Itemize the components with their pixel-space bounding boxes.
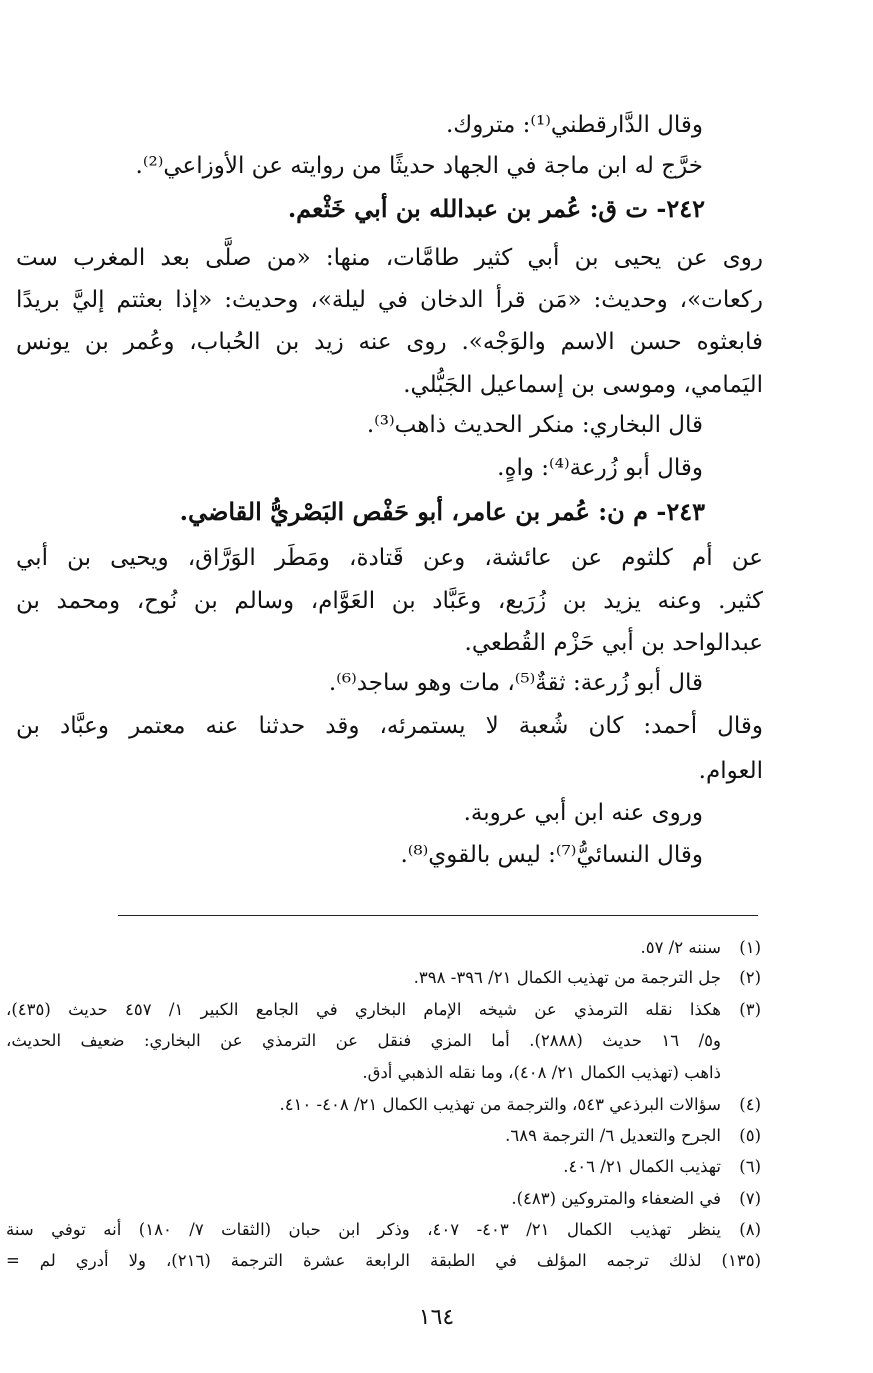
entry-heading-243: ٢٤٣- م ن: عُمر بن عامر، أبو حَفْص البَصْريُّ القاضي. (179, 497, 705, 526)
footnote-number-6: (٦) (739, 1157, 761, 1176)
footnote-3-line-2: و٥/ ١٦ حديث (٢٨٨٨). أما المزي فنقل عن الترمذي عن البخاري: ضعيف الحديث، (6, 1031, 721, 1050)
body-line-18: وقال النسائيُّ⁽⁷⁾: ليس بالقوي⁽⁸⁾. (400, 842, 703, 868)
footnote-number-2: (٢) (739, 968, 761, 987)
body-line-16: العوام. (698, 758, 763, 784)
body-line-13: عبدالواحد بن أبي حَزْم القُطعي. (464, 630, 763, 656)
page-number: ١٦٤ (418, 1305, 455, 1330)
body-line-17: وروى عنه ابن أبي عروبة. (463, 800, 703, 826)
body-line-2: خرَّج له ابن ماجة في الجهاد حديثًا من روايته عن الأوزاعي⁽²⁾. (135, 153, 703, 179)
footnote-number-3: (٣) (739, 1000, 761, 1019)
body-line-9: وقال أبو زُرعة⁽⁴⁾: واهٍ. (497, 455, 703, 481)
footnote-7-line-1: في الضعفاء والمتروكين (٤٨٣). (511, 1189, 721, 1208)
body-line-11: عن أم كلثوم عن عائشة، وعن قَتادة، ومَطَر الوَرَّاق، ويحيى بن أبي (16, 545, 763, 571)
body-line-7: اليَمامي، وموسى بن إسماعيل الجَبُّلي. (403, 372, 763, 398)
footnote-2-line-1: جل الترجمة من تهذيب الكمال ٢١/ ٣٩٦- ٣٩٨. (413, 968, 721, 987)
body-line-4: روى عن يحيى بن أبي كثير طامَّات، منها: «من صلَّى بعد المغرب ست (16, 245, 763, 271)
footnote-8-line-2: (١٣٥) لذلك ترجمه المؤلف في الطبقة الرابعة عشرة الترجمة (٢١٦)، ولا أدري لم = (6, 1251, 761, 1270)
footnote-number-4: (٤) (739, 1095, 761, 1114)
footnote-6-line-1: تهذيب الكمال ٢١/ ٤٠٦. (563, 1157, 721, 1176)
body-line-8: قال البخاري: منكر الحديث ذاهب⁽³⁾. (366, 412, 703, 438)
footnote-number-5: (٥) (739, 1126, 761, 1145)
body-line-14: قال أبو زُرعة: ثقةٌ⁽⁵⁾، مات وهو ساجد⁽⁶⁾. (328, 670, 703, 696)
footnote-separator (118, 915, 758, 916)
footnote-4-line-1: سؤالات البرذعي ٥٤٣، والترجمة من تهذيب الكمال ٢١/ ٤٠٨- ٤١٠. (279, 1095, 721, 1114)
footnote-3-line-1: هكذا نقله الترمذي عن شيخه الإمام البخاري في الجامع الكبير ١/ ٤٥٧ حديث (٤٣٥)، (6, 1000, 721, 1019)
footnote-3-line-3: ذاهب (تهذيب الكمال ٢١/ ٤٠٨)، وما نقله الذهبي أدق. (362, 1063, 721, 1082)
body-line-1: وقال الدَّارقطني⁽¹⁾: متروك. (445, 112, 703, 138)
footnote-number-8: (٨) (739, 1220, 761, 1239)
body-line-6: فابعثوه حسن الاسم والوَجْه». روى عنه زيد بن الحُباب، وعُمر بن يونس (16, 329, 763, 355)
footnote-8-line-1: ينظر تهذيب الكمال ٢١/ ٤٠٣- ٤٠٧، وذكر ابن حبان (الثقات ٧/ ١٨٠) أنه توفي سنة (6, 1220, 721, 1239)
body-line-5: ركعات»، وحديث: «مَن قرأ الدخان في ليلة»، وحديث: «إذا بعثتم إليَّ بريدًا (16, 287, 763, 313)
footnote-1-line-1: سننه ٢/ ٥٧. (640, 938, 721, 957)
body-line-15: وقال أحمد: كان شُعبة لا يستمرئه، وقد حدثنا عنه معتمر وعبَّاد بن (16, 713, 763, 739)
footnote-number-7: (٧) (739, 1189, 761, 1208)
footnote-5-line-1: الجرح والتعديل ٦/ الترجمة ٦٨٩. (505, 1126, 721, 1145)
entry-heading-242: ٢٤٢- ت ق: عُمر بن عبدالله بن أبي خَثْعم. (287, 194, 705, 223)
body-line-12: كثير. وعنه يزيد بن زُرَيع، وعَبَّاد بن العَوَّام، وسالم بن نُوح، ومحمد بن (16, 588, 763, 614)
footnote-number-1: (١) (739, 938, 761, 957)
